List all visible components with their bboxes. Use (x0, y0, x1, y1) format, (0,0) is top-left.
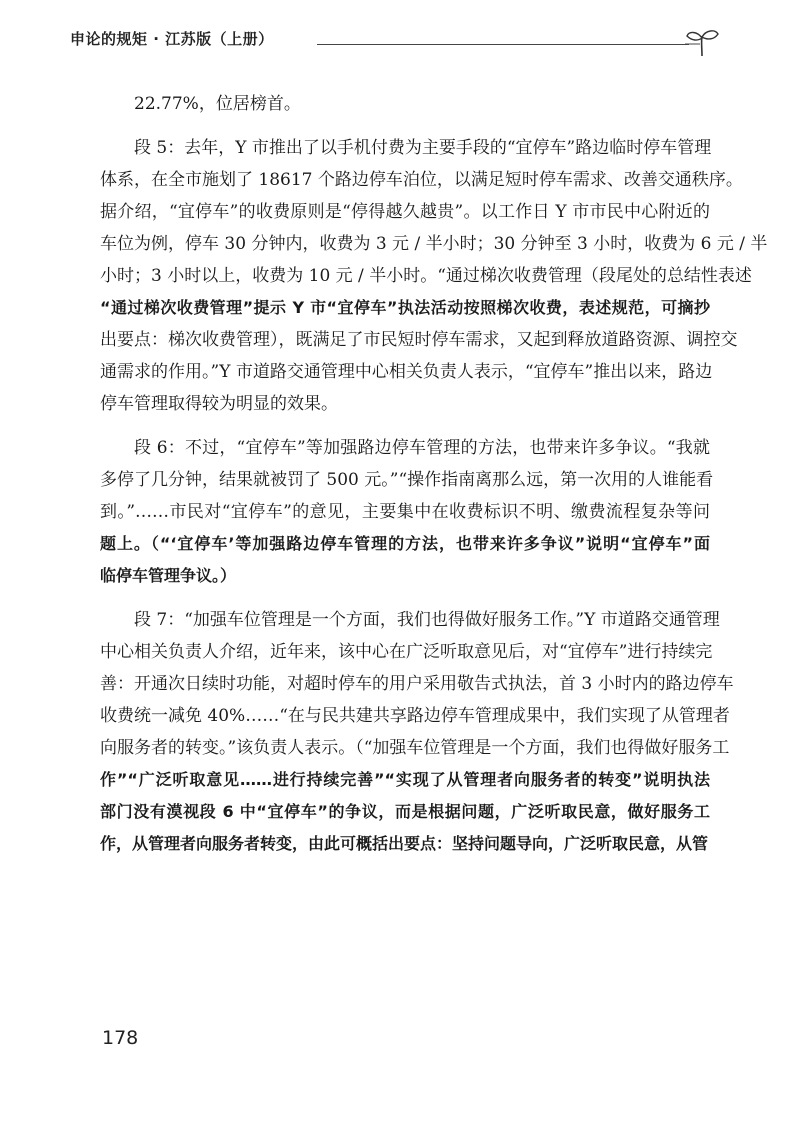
text-line: 段 7：“加强车位管理是一个方面，我们也得做好服务工作。”Y 市道路交通管理 (134, 610, 720, 630)
paragraph (100, 432, 714, 592)
text-line: 向服务者的转变。”该负责人表示。（“加强车位管理是一个方面，我们也得做好服务工 (100, 738, 730, 758)
annotation-line: “通过梯次收费管理”提示 Y 市“宜停车”执法活动按照梯次收费，表述规范，可摘抄 (100, 298, 710, 317)
text-line: 段 5：去年，Y 市推出了以手机付费为主要手段的“宜停车”路边临时停车管理 (134, 138, 712, 158)
paragraph-gap (100, 592, 710, 604)
text-line: 停车管理取得较为明显的效果。 (100, 394, 338, 414)
page-number: 178 (102, 1027, 139, 1049)
text-line: 出要点：梯次收费管理），既满足了市民短时停车需求，又起到释放道路资源、调控交 (100, 330, 738, 350)
sprout-icon (684, 28, 720, 58)
text-line: 体系，在全市施划了 18617 个路边停车泊位，以满足短时停车需求、改善交通秩序。 (100, 170, 743, 190)
annotation-line: 临停车管理争议。） (100, 566, 237, 585)
book-title: 申论的规矩 · 江苏版（上册） (70, 30, 274, 48)
text-line: 善：开通次日续时功能，对超时停车的用户采用敬告式执法，首 3 小时内的路边停车 (100, 674, 734, 694)
paragraph-gap (100, 120, 710, 132)
text-line: 据介绍，“宜停车”的收费原则是“停得越久越贵”。以工作日 Y 市市民中心附近的 (100, 202, 710, 222)
text-line: 通需求的作用。”Y 市道路交通管理中心相关负责人表示，“宜停车”推出以来，路边 (100, 362, 713, 382)
text-line: 车位为例，停车 30 分钟内，收费为 3 元 / 半小时；30 分钟至 3 小时，收费为 6 元 / 半 (100, 234, 768, 254)
annotation-line: 作，从管理者向服务者转变，由此可概括出要点：坚持问题导向，广泛听取民意，从管 (100, 834, 709, 853)
annotation-line: 题上。（“‘宜停车’等加强路边停车管理的方法，也带来许多争议”说明“宜停车”面 (100, 534, 710, 553)
text-line: 收费统一减免 40%……“在与民共建共享路边停车管理成果中，我们实现了从管理者 (100, 706, 730, 726)
paragraph (100, 88, 710, 120)
text-line: 小时；3 小时以上，收费为 10 元 / 半小时。“通过梯次收费管理（段尾处的总结性表述 (100, 266, 752, 286)
paragraph-gap (100, 420, 710, 432)
paragraph (100, 132, 768, 420)
annotation-line: 作”“广泛听取意见……进行持续完善”“实现了从管理者向服务者的转变”说明执法 (100, 770, 710, 789)
text-line: 到。”……市民对“宜停车”的意见，主要集中在收费标识不明、缴费流程复杂等问 (100, 502, 710, 522)
annotation-line: 部门没有漠视段 6 中“宜停车”的争议，而是根据问题，广泛听取民意，做好服务工 (100, 802, 710, 821)
running-header (70, 28, 720, 58)
paragraph (100, 604, 734, 860)
text-line: 多停了几分钟，结果就被罚了 500 元。”“操作指南离那么远，第一次用的人谁能看 (100, 470, 714, 490)
text-line: 段 6：不过，“宜停车”等加强路边停车管理的方法，也带来许多争议。“我就 (134, 438, 710, 458)
header-rule (317, 44, 689, 45)
text-line: 22.77%，位居榜首。 (134, 94, 301, 114)
text-line: 中心相关负责人介绍，近年来，该中心在广泛听取意见后，对“宜停车”进行持续完 (100, 642, 713, 662)
page-body (100, 88, 768, 860)
